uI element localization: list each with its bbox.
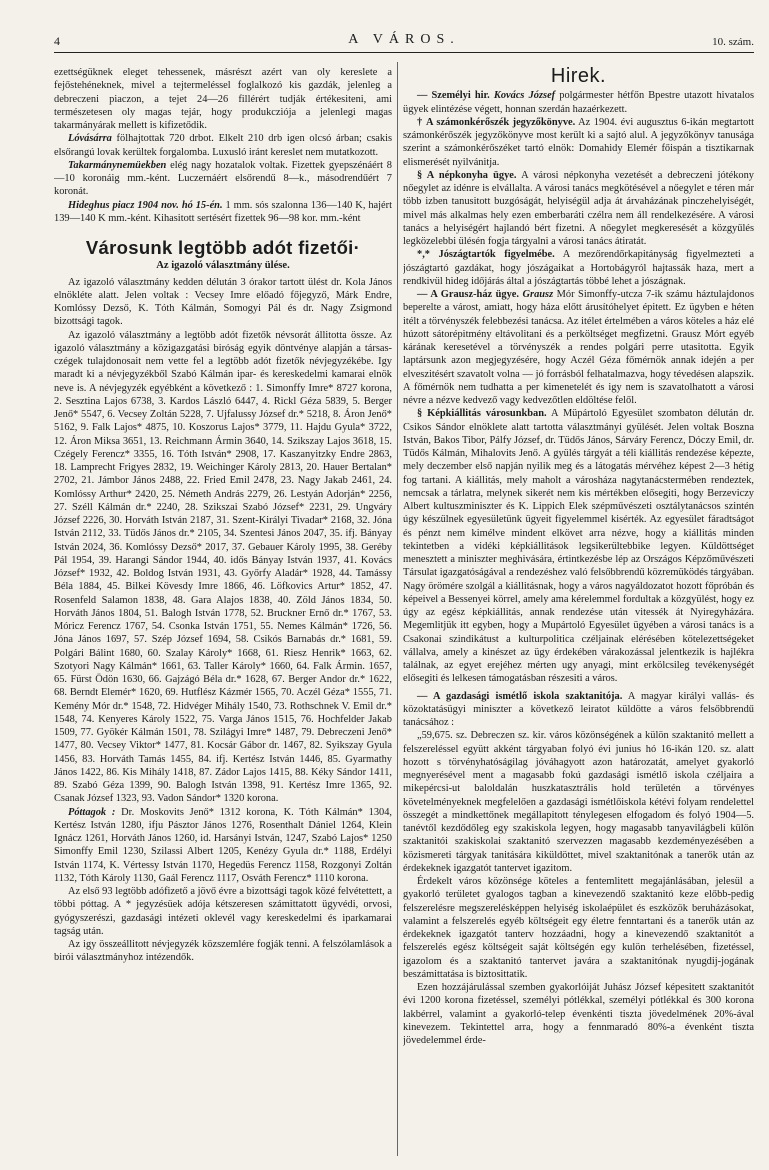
market-horse: Lóvásárra fölhajtottak 720 drbot. Elkelt 210 drb igen olcsó árban; csakis elsőrangú lovak kerültek forgalomba. Luxusló iránt kereslet nem mutatkozott. — [54, 133, 392, 158]
news-item-art-exhibition: § Képkiállitás városunkban. A Müpártoló Egyesület szombaton délután dr. Csikos Sándor elnöklete alatt tartotta választmányi gyülését. Jelen voltak Boszna István, Bakos Tibor, Pálfy József, dr. Tüdős János, Sárváry Ferencz, Dóczy Emil, dr. Tüdős Kálmán, Mihalovits Jenő. A gyülés tárgyát a téli kiállitás rendezése képezte, mely deczember első napján nyilik meg és a látogatás mérvéhez képest 2—3 hétig fog tartani. A kiállitás, mely maholt a városháza nagytanácstermében rendeztek, nemcsak a tárlatra, melynek sikerét nem kis mértékben elősegiti, hogy Berzeviczy Albert kultuszminiszter és K. Lippich Elek szépművészeti osztálytanácsos szintén úgy készülnek egyesületünk ügyeit figyelemmel kisérték. Az egyesület fáradtságot és pénzt nem kimélve mindent elkövet arra nézve, hogy a kiállitás minden tekintetben a vidéki képkiállitások legsikerültebbike legyen. Küldöttséget menesztett a miniszter meghivására, értintkezésbe lép az Országos Képzőművészeti Társulat igazgatóságával a rendezéshez való felsőbbrendű közremüködés tárgyában. Nagy örömére szolgál a kiállitásnak, hogy a város nagyáldozatot hozott főpróbán és képeivel a Bessenyei körrel, amely ama kérelemmel fordultak a közgyülést, hogy ez úgy az egész képkiállitás, annak rendezése után vitessék át Nyiregyházára. Megemlitjük itt egyben, hogy a Mupártoló Egyesület ügyében a városi tanács is a Csakonai szindikátust a kulturpolitica czéljainak elérésében kötelezettségeket vállalva, amely a kinészet az ügy érdekében várakozással jelentkezik is hajlékra találnak, az egyet erejéhez mérten ugy anyagi, mint erkölcsileg tevékenységét elősegiti és lelkesen támogatásban részesiti a város. — [403, 408, 754, 685]
news-item-accountability: † A számonkérőszék jegyzőkönyve. Az 1904. évi augusztus 6-ikán megtartott számonkérőszék jegyzőkönyve most került ki a sajtó alul. A jegyzőkönyv tanusága szerint a számonkérőszéket tartó elnök: Domahidy Elemér főispán a tisztikarnak elismerését nyilvánitja. — [403, 116, 754, 168]
article-paragraph: Érdekelt város közönsége köteles a fentemlitett megajánlásában, jelesül a gyakorló területet gyalogos tagban a kinevezendő szaktanitó keze előbb-pedig felszerelésre megszerelésképpen helyiség iskolaépület és eszközök beruházásokat, valamint a felszerelés egyéb költségeit egy életre fenntartani és a tanerők után az érdekeknek igazgatót tanterv hozzáadni, hogy a kinevezendő szaktanitót a felszerelés egész költségeit saját költségén egy kulön terhelésében, fizetéssel, igazolom és a szaktanitó tantervet javára a szaktanitónak nyugdij-jogának beszámittatása is biztosittatik. — [403, 876, 754, 980]
news-item-soup-kitchen: § A népkonyha ügye. A városi népkonyha vezetését a debreczeni jótékony nőegylet az idénre is elvállalta. A városi tanács megkötésével a nőegylet e téren már több izben tanusitott buzgóságát, helyiségül adja át árvaházának pinczehelyiségét, mivel más alkalmas hely ezen emberbaráti czélra nem áll rendelkezésére. A városi tanács a helyiségért hajlandó bért fizetni. A nőegylet megkeresését a közgyűlés legközelebbi ülésén fogja tárgyalni a városi tanács átiratát. — [403, 169, 754, 247]
news-item-livestock: *,* Jószágtartók figyelmébe. A mezőrendőrkapitányság figyelmezteti a jószágtartó gazdákat, hogy jószágaikat a Hortobágyról hajtassák haza, mert a rendkivül hideg időjárás által a jószágtartás többé lehet a jószágnak. — [403, 249, 754, 287]
market-cold-meat: Hideghus piacz 1904 nov. hó 15-én. 1 mm. sós szalonna 136—140 K, hajért 139—140 K mm.-ként. Kihasitott sertésért fizettek 96—98 kor. mm.-ként — [54, 199, 392, 224]
article-paragraph: Ezen hozzájárulással szemben gyakorlóiját Juhász József képesitett szaktanitót évi 1200 korona fizetéssel, személyi pótlékkal, személyi pótlékkal és 300 korona lakbérrel, valamint a gyakorló-telep évenkénti tiszta jövedelmének 20%-ával kinevezem. Tekintettel arra, hogy a fennmaradó 80%-a évenként tiszta jövedelemmel érde- — [403, 982, 754, 1046]
masthead-title: A VÁROS. — [348, 32, 460, 47]
page-number: 4 — [54, 34, 60, 48]
market-intro: ezettségüknek eleget tehessenek, másrészt azért van oly kereslete a fejőstehéneknek, mivel a tejtermeléssel foglalkozó kis gazdák, jelenleg a debreczeni piaczon, a tejet 24—26 fillérért tudják értékesiteni, ami természetesen oly magas tejár, hogy produkcziója a jelenlegi magas takarmányárak mellett is kifizetődik. — [54, 67, 392, 131]
substitute-list: Póttagok : Dr. Moskovits Jenő* 1312 korona, K. Tóth Kálmán* 1304, Kertész István 1280, ifju Pásztor János 1276, Rosenthalt Dániel 1264, Klein Ignácz 1261, Horváth János 1260, id. Harsányi István, 1247, Szabó Lajos* 1250 Simonffy Emil 1230, Szilassi Albert 1205, Kenézy Gyula dr.* 1188, Erdélyi István 1174, K. Vértessy István 1170, Hegedüs Ferencz 1158, Rozgonyi Zoltán 1132, Tóth Károly 1130, Gaál Ferencz 1117, Osváth Ferencz* 1110 korona. — [54, 806, 392, 884]
section-title: Városunk legtöbb adót fizetői· — [85, 237, 361, 258]
right-column — [403, 66, 754, 1156]
issue-number: 10. szám. — [712, 36, 754, 48]
section-subtitle: Az igazoló választmány ülése. — [156, 260, 290, 272]
header-rule — [54, 52, 754, 53]
market-fodder: Takarmánynemüekben elég nagy hozatalok voltak. Fizettek gyepszénáért 8—10 koronáig mm.-ként. Luczernáért elsőrendű 8—k., másodrendűért 7 koronát. — [54, 159, 392, 198]
taxpayer-list: Az igazoló választmány a legtöbb adót fizetők névsorát állitotta össze. Az igazoló választmány a közigazgatási biróság egyik döntvénye alapján a társas-czégek tulajdonosait nem vette fel a legtöbb adót fizetők névjegyzékébe. Igy maradt ki a névjegyzékből Szabó Kálmán ipar- és kereskedelmi kamarai elnök neve is. A névjegyzék egyébként a következő : 1. Simonffy Imre* 8727 korona, 2. Sesztina Lajos 6738, 3. Kardos László 6447, 4. Rickl Géza 5839, 5. Berger Jenő* 5547, 6. Vecsey Zoltán 5228, 7. Ujfalussy József dr.* 5218, 8. Áron Jenő* 5162, 9. Falk Lajos* 4875, 10. Koszorus Lajos* 3779, 11. Hajdu Gyula* 3722, 12. Áron Miksa 3651, 13. Reichmann Ármin 3640, 14. Szikszay Lajos 3618, 15. Czégely Ferencz* 3355, 16. Tóth István* 2908, 17. Kaszanyitzky Endre 2863, 18. Lamprecht Frigyes 2832, 19. Weichinger Károly 2813, 20. Hauer Bertalan* 2702, 21. Jámbor János 2488, 22. Fried Emil 2478, 23. Nagy Jakab 2461, 24. Komlóssy Arthur* 2420, 25. Németh András 2279, 26. Lestyán Adorján* 2256, 27. Széll Kálmán dr.* 2240, 28. Szikszai Szabó József* 2231, 29. Ungváry József 2226, 30. Horváth István 2187, 31. Szent-Királyi Tivadar* 2168, 32. Jóna István 2112, 33. Tüdős János dr.* 2105, 34. Szentesi János 2047, 35. ifj. Bányay István 2024, 36. Komlóssy Dezső* 2017, 37. Gebauer Károly 1995, 38. Geréby Pál 1954, 39. Harangi Sándor 1944, 40. idős Bányay István 1937, 41. Kovács József* 1932, 42. Boldog István 1931, 43. Győrfy Aladár* 1928, 44. Tamássy Béla 1884, 45. Bilkei Kövesdy Imre 1866, 46. Löfkovics Artur* 1852, 47. Rosenfeld Salamon 1838, 48. Gara Alajos 1838, 40. Zöld János 1834, 50. Horváth János 1804, 51. Balogh István 1778, 52. Bruckner Ernő dr.* 1767, 53. Móricz Ferencz 1767, 54. Csonka István 1751, 55. Nemes Kálmán* 1726, 56. Jóna János 1697, 57. Szép József 1694, 58. Csikós Barnabás dr.* 1681, 59. Polgári Bálint 1680, 60. Szalay Károly* 1668, 61. Riesz Henrik* 1663, 62. Szotyori Nagy Kálmán* 1661, 63. Taller Károly* 1660, 64. Falk Ármin. 1657, 65. Fürst Ödön 1630, 66. Gajzágó Béla dr.* 1628, 67. Berger Andor dr.* 1622, 68. Berndt Elemér* 1620, 69. Hutflész Kázmér 1565, 70. Aczél Géza* 1555, 71. Kemény Mór dr.* 1548, 72. Hidvéger Mihály 1540, 73. Rothschnek V. Emil dr.* 1548, 74. Kenyeres Károly 1522, 75. Varga János 1515, 76. Hochfelder Jakab 1509, 77. Gyökér Kálmán 1501, 78. Szilágyi Imre* 1487, 79. Debreczeni Jenő* 1477, 80. Vecsey Viktor* 1477, 81. Kocsár Gábor dr. 1467, 82. Syikszay Gyula 1456, 83. Horváth Tamás 1455, 84. ifj. Kertész István 1446, 85. Gyarmathy János 1422, 86. Kis Mihály 1418, 87. Zádor Lajos 1415, 88. Kéky Sándor 1411, 89. Szabó Géza 1399, 90. Balogh István 1398, 91. Kertész Imre 1365, 92. Csanak József 1323, 93. Vadon Sándor* 1320 korona. — [54, 329, 392, 805]
article-paragraph: Az igazoló választmány kedden délután 3 órakor tartott ülést dr. Kola János elnökléte alatt. Jelen voltak : Vecsey Imre előadó főjegyző, Márk Endre, Komlóssy Dezső, K. Tóth Kálmán, Somogyi Pál és dr. Nagy Zsigmond bizottsági tagok. — [54, 276, 392, 328]
left-column — [54, 66, 392, 1156]
news-item-personal: — Személyi hir. Kovács József polgármester hétfőn Bpestre utazott hivatalos ügyek elintézése végett, honnan szerdán hazaérkezett. — [403, 90, 754, 115]
news-heading: Hirek. — [550, 66, 607, 87]
news-item-agricultural-school: — A gazdasági ismétlő iskola szaktanitója. A magyar királyi vallás- és közoktatásügyi miniszter a következő leiratot küldötte a város felsőbbrendű tanácsához : — [403, 690, 754, 728]
news-item-grausz-house: — A Grausz-ház ügye. Grausz Mór Simonffy-utcza 7-ik számu háztulajdonos beperelte a várost, amiatt, hogy háza előtt árusítóhelyet épitett. Ez ügyben e héten itélt a törvényszék felebbezési tanácsa. Az itélet értelmében a város köteles a ház elé húzott sátorépitmény eltávolitani és a perköltséget megfizetni. Grausz Mórt egyéb kárának keresetével a törvényszék a rendes polgári perre utasitotta. Egyik laptársunk azon megjegyzésére, hogy Aczél Géza főmérnök annak idején a per elveszitésért szavatolt volna — jó forrásból felhatalmazva, hogy tévedésen alapszik. A főmérnök nem tudhatta a per kimenetelét és igy nem is szavatolhatott a városi névre a nézve kedvező vagy kedvezőtlen eldöltése felől. — [403, 289, 754, 406]
ministry-quote: „59,675. sz. Debreczen sz. kir. város közönségének a külön szaktanitó mellett a felszereléssel együtt akként tárgyaban folyó évi junius hó 16-ikán 120. sz. alatt hozott s törvényhatóságilag jóváhagyott azon határozatát, amelyet gyakorló megnyerésével ment a magasabb fokú gazdasági ismétlő iskola czéljaira a mikepércsi-ut baloldalán huszkatasztrális hold területén a törvényes követelményeknek megfelelően a gazdasági ismétlőiskola kétévi folyam rendelettel összegét a mindkettőnek megállapitott ténylegesen elfogadom és folyó 1904—5. tanévtől kezdődőleg egy szakiskola legyen, hogy magasabb tanyavilágbeli külön szaktanitói szakiskolai szaktanitó szervezzen magasabb kezdeményezésében a közismereti tárgyak tanitására kiküldöttet, mivel szaktanitónak a tanerők után az érdekeknek igazgatót tantervet igazitom. — [403, 730, 754, 874]
page-header — [54, 34, 754, 52]
article-paragraph: Az igy összeállitott névjegyzék közszemlére fogják tenni. A felszólamlások a birói választmányhoz intézendők. — [54, 939, 392, 964]
article-paragraph: Az első 93 legtöbb adófizető a jövő évre a bizottsági tagok közé felvétettett, a többi póttag. A * jegyzésüek adója kétszeresen számittatott ügyvédi, orvosi, gyógyszerészi, gazdasági intézeti oklevél vagy kereskedelmi és iparkamarai tagság után. — [54, 886, 392, 937]
column-divider — [397, 62, 398, 1156]
